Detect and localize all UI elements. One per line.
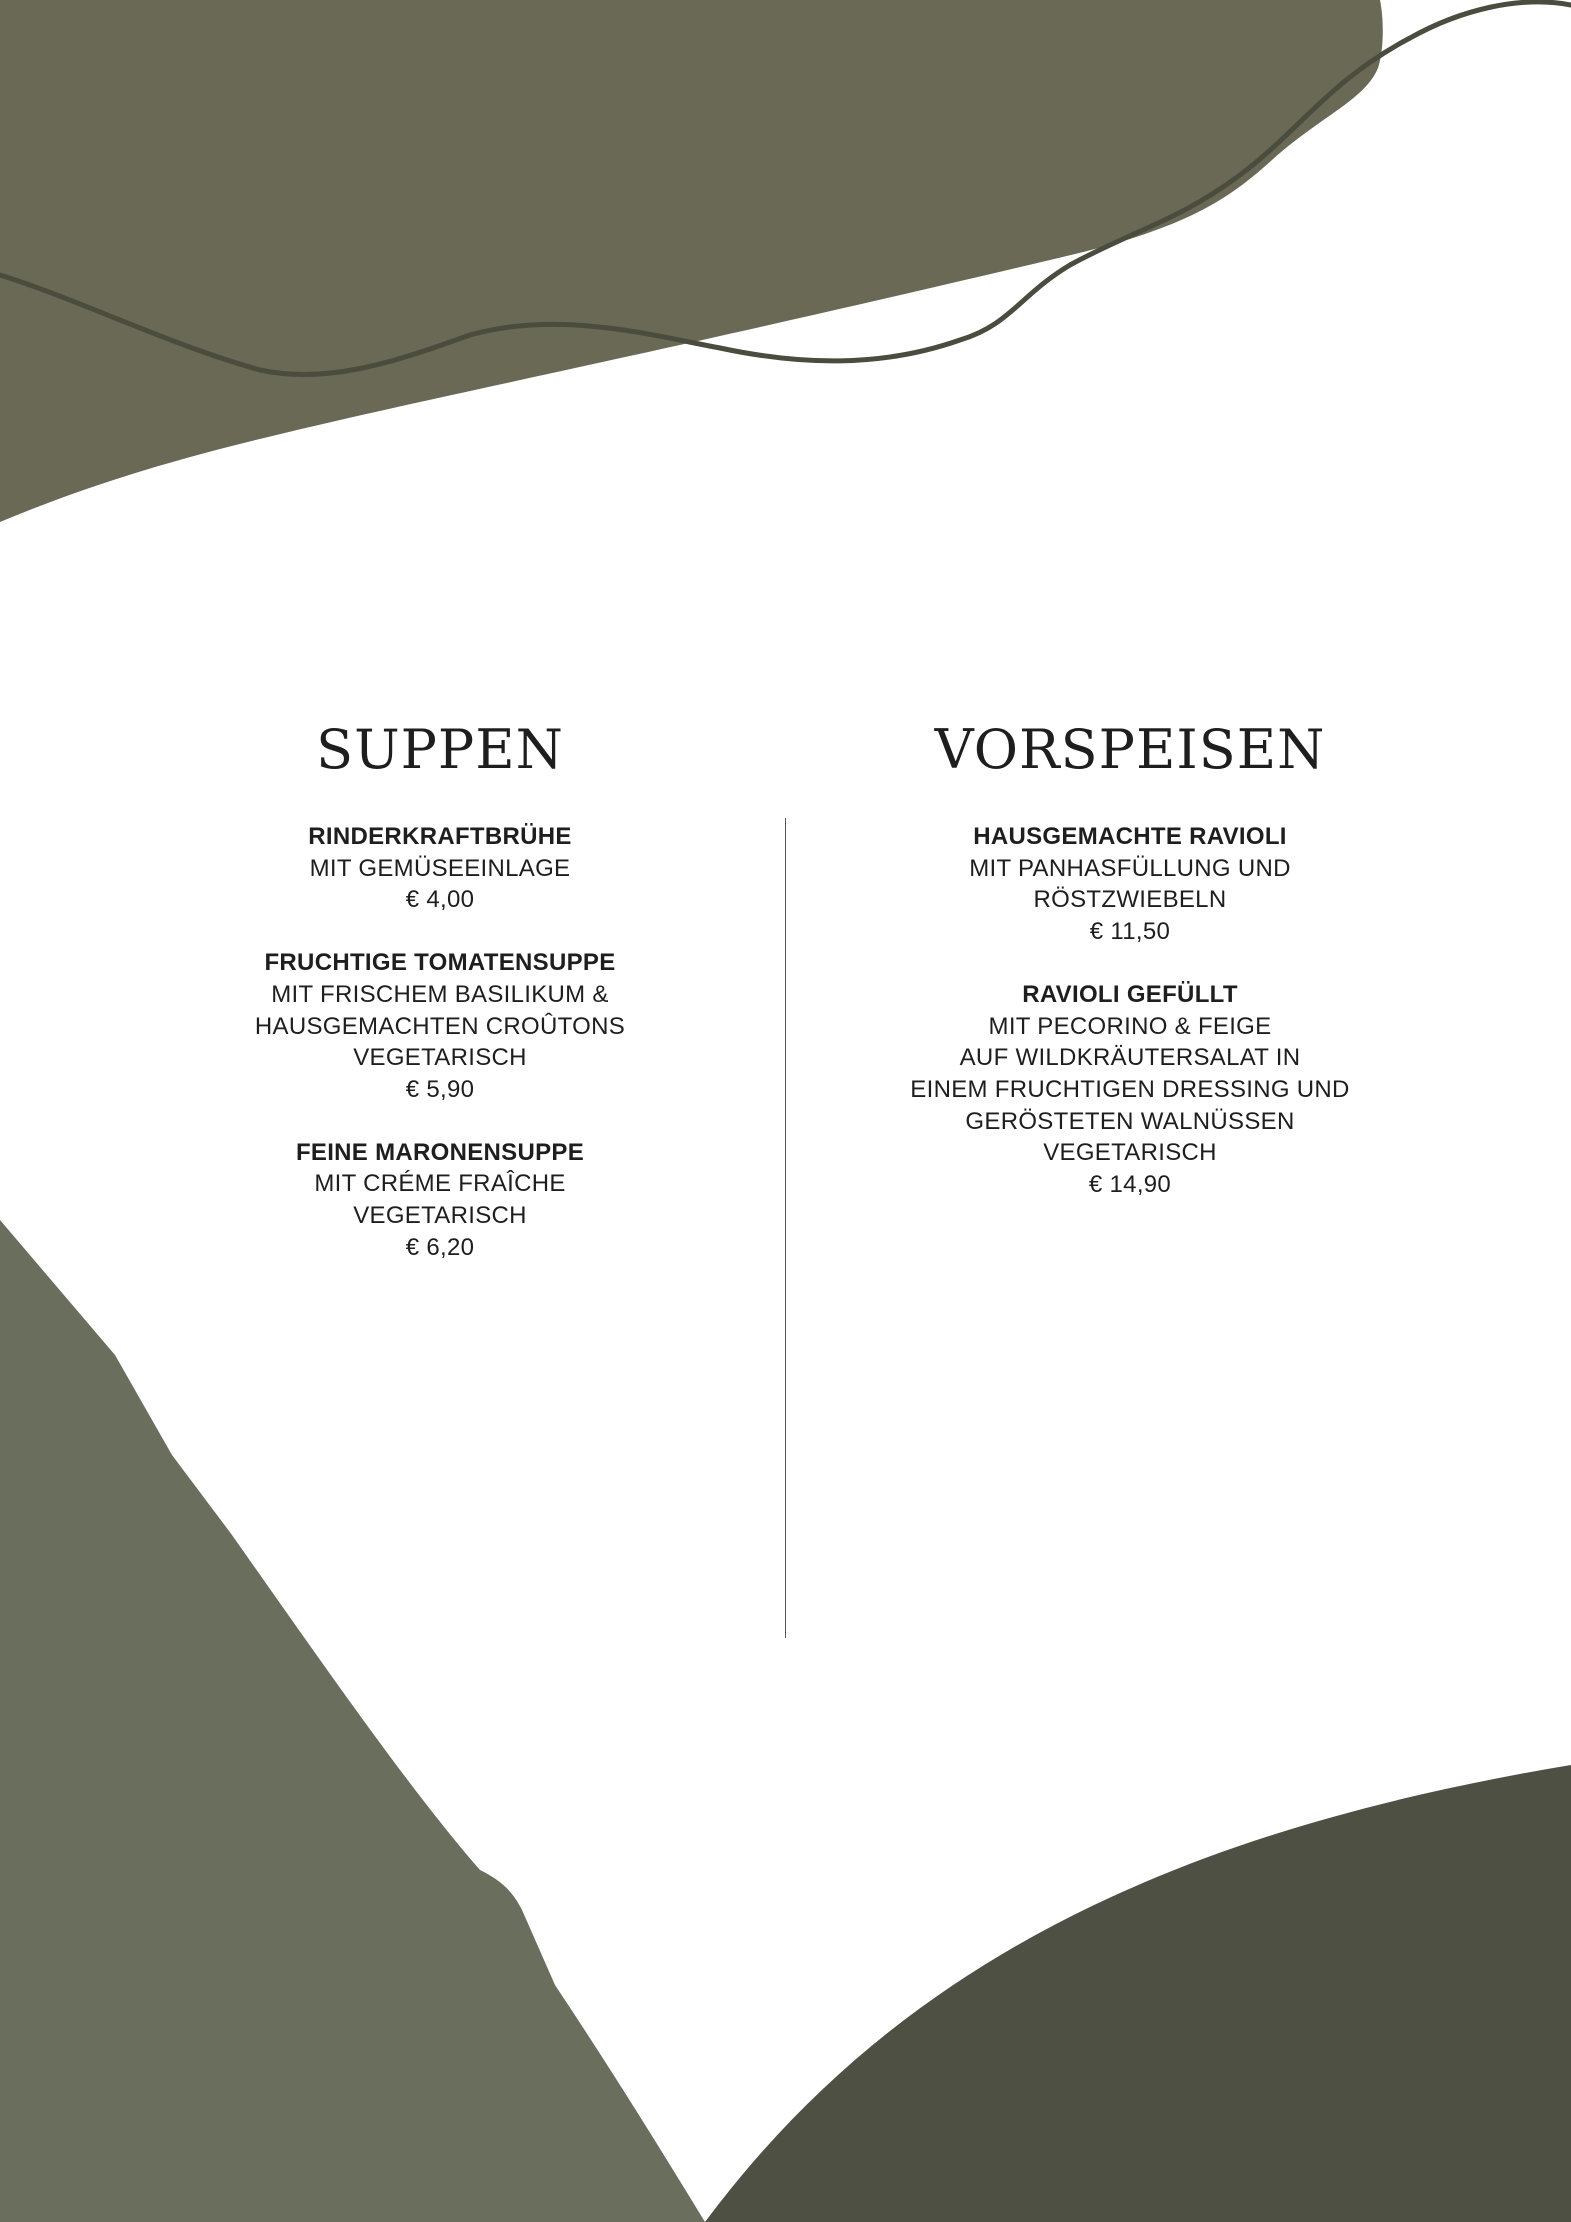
dish-tag: VEGETARISCH [353,1044,527,1072]
dish-price: € 5,90 [405,1075,475,1103]
dish-price: € 11,50 [1089,918,1171,946]
menu-item [850,979,1410,1201]
left-sage-shape [0,1220,705,2222]
dish-description: EINEM FRUCHTIGEN DRESSING UND [910,1075,1350,1103]
dish-price: € 14,90 [1088,1171,1172,1199]
column-divider [785,818,786,1638]
suppen-title: SUPPEN [316,718,564,781]
dish-description: MIT PECORINO & FEIGE [988,1012,1272,1040]
suppen-section [160,715,720,1294]
top-olive-shape [0,0,1383,522]
dish-description: MIT PANHASFÜLLUNG UND [969,854,1291,882]
menu-item [160,821,720,916]
dish-name: FRUCHTIGE TOMATENSUPPE [264,949,616,977]
bottom-right-dark-shape [705,1765,1571,2222]
dish-description: MIT CRÉME FRAÎCHE [314,1170,566,1198]
dish-description: AUF WILDKRÄUTERSALAT IN [959,1044,1301,1072]
dish-description: RÖSTZWIEBELN [1033,886,1227,914]
menu-item [160,947,720,1106]
dish-description: HAUSGEMACHTEN CROÛTONS [254,1012,626,1040]
vorspeisen-title: VORSPEISEN [934,718,1326,781]
dish-name: FEINE MARONENSUPPE [295,1138,585,1166]
vorspeisen-section [850,715,1410,1232]
dish-name: RAVIOLI GEFÜLLT [1022,980,1238,1008]
dish-tag: VEGETARISCH [1043,1139,1217,1167]
menu-item [850,821,1410,948]
dish-name: HAUSGEMACHTE RAVIOLI [973,823,1287,850]
dish-price: € 6,20 [405,1233,475,1261]
dish-description: GERÖSTETEN WALNÜSSEN [965,1107,1295,1135]
dish-tag: VEGETARISCH [353,1202,527,1230]
dish-price: € 4,00 [405,886,475,914]
menu-item [160,1137,720,1264]
dish-description: MIT GEMÜSEEINLAGE [309,854,571,882]
dish-description: MIT FRISCHEM BASILIKUM & [271,980,609,1008]
dish-name: RINDERKRAFTBRÜHE [308,823,572,850]
